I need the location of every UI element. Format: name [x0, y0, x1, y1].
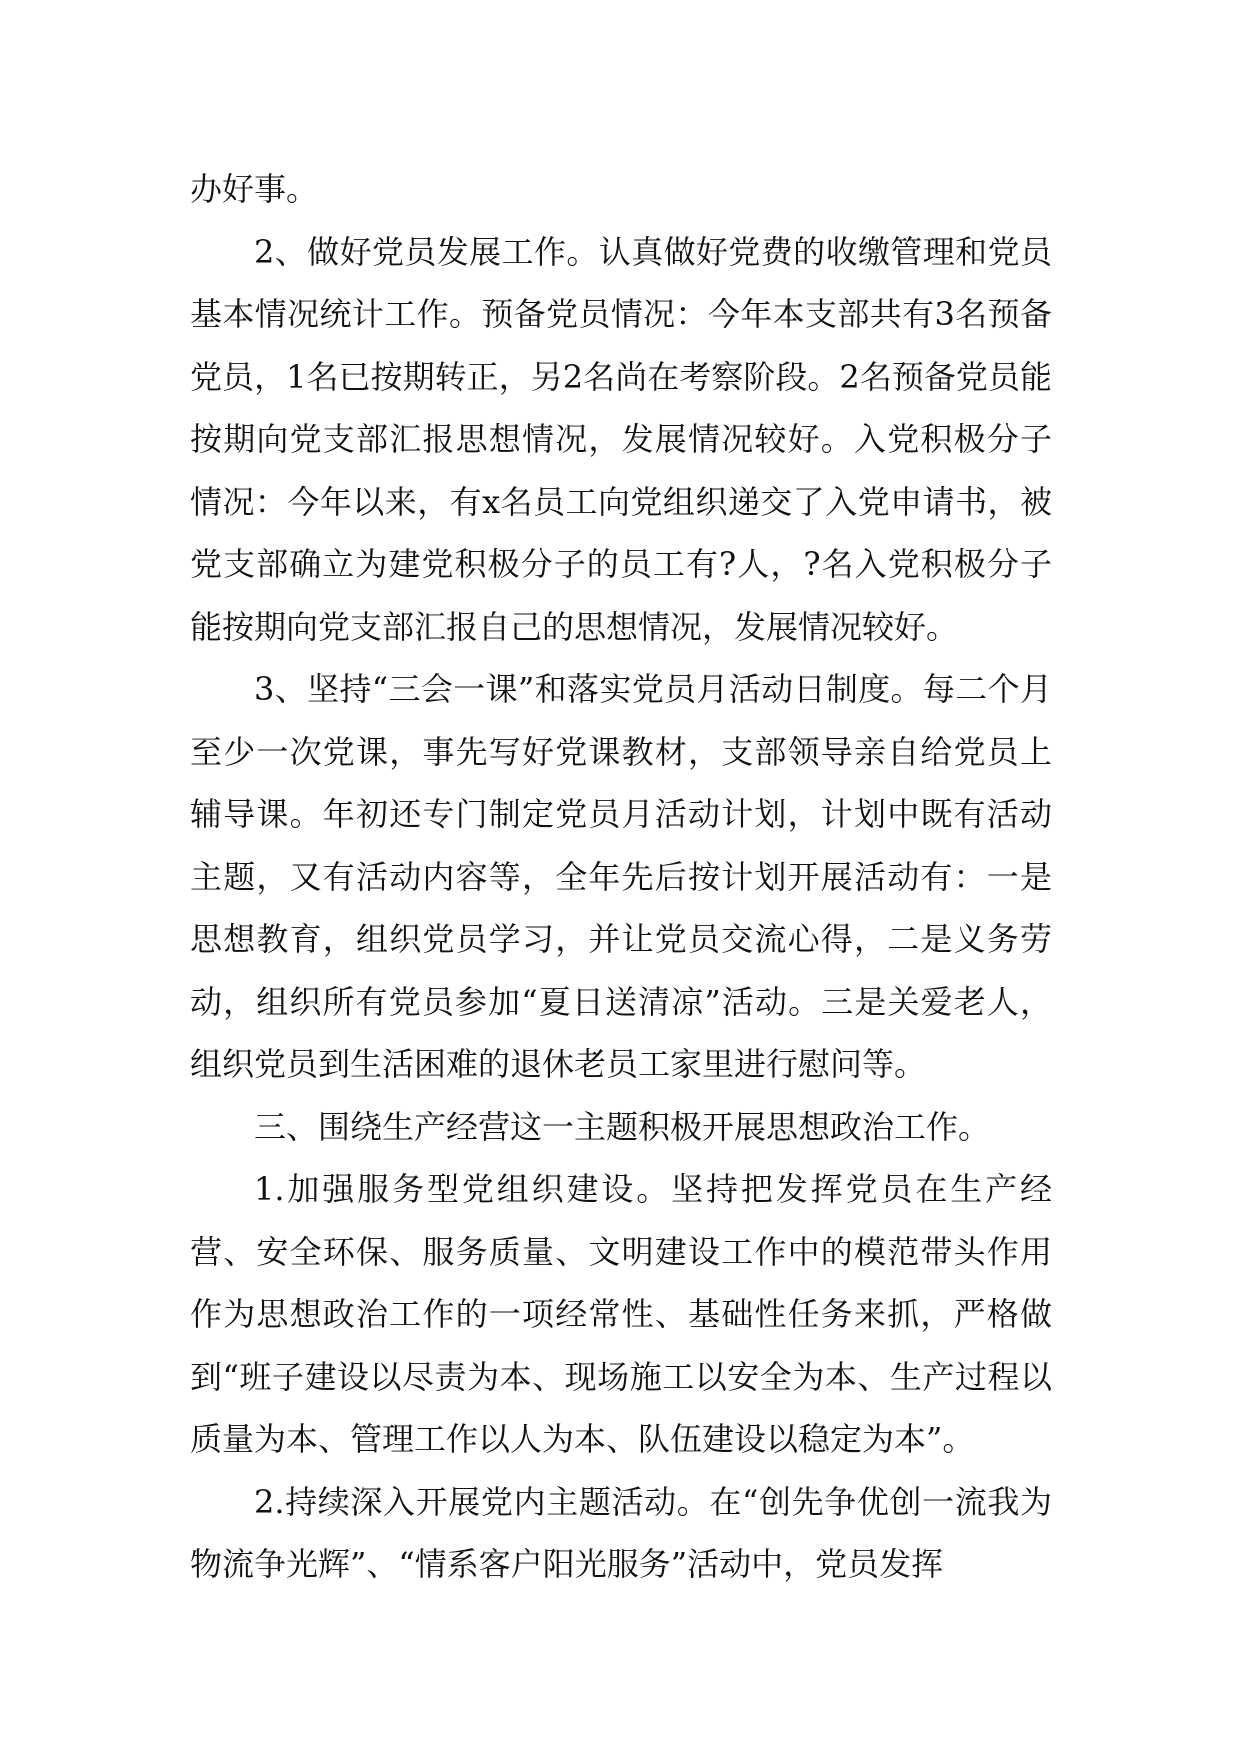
paragraph-continuation: 办好事。	[190, 170, 319, 208]
paragraph-three-meetings-one-lesson: 3、坚持“三会一课”和落实党员月活动日制度。每二个月至少一次党课，事先写好党课教材，支部领导亲自给党员上辅导课。年初还专门制定党员月活动计划，计划中既有活动主题，又有活动内容等，全年先后按计划开展活动有：一是思想教育，组织党员学习，并让党员交流心得，二是义务劳动，组织所有党员参加“夏日送清凉”活动。三是关爱老人，组织党员到生活困难的退休老员工家里进行慰问等。	[190, 670, 1052, 1083]
document-body	[190, 158, 1052, 1596]
paragraph-party-member-development: 2、做好党员发展工作。认真做好党费的收缴管理和党员基本情况统计工作。预备党员情况：今年本支部共有3名预备党员，1名已按期转正，另2名尚在考察阶段。2名预备党员能按期向党支部汇报思想情况，发展情况较好。入党积极分子情况：今年以来，有x名员工向党组织递交了入党申请书，被党支部确立为建党积极分子的员工有?人，?名入党积极分子能按期向党支部汇报自己的思想情况，发展情况较好。	[190, 232, 1052, 646]
paragraph-theme-activities: 2.持续深入开展党内主题活动。在“创先争优创一流我为物流争光辉”、“情系客户阳光服务”活动中，党员发挥	[190, 1482, 1052, 1583]
section-heading-three: 三、围绕生产经营这一主题积极开展思想政治工作。	[254, 1107, 991, 1146]
paragraph-service-party-organization: 1.加强服务型党组织建设。坚持把发挥党员在生产经营、安全环保、服务质量、文明建设工作中的模范带头作用作为思想政治工作的一项经常性、基础性任务来抓，严格做到“班子建设以尽责为本、现场施工以安全为本、生产过程以质量为本、管理工作以人为本、队伍建设以稳定为本”。	[190, 1170, 1052, 1458]
